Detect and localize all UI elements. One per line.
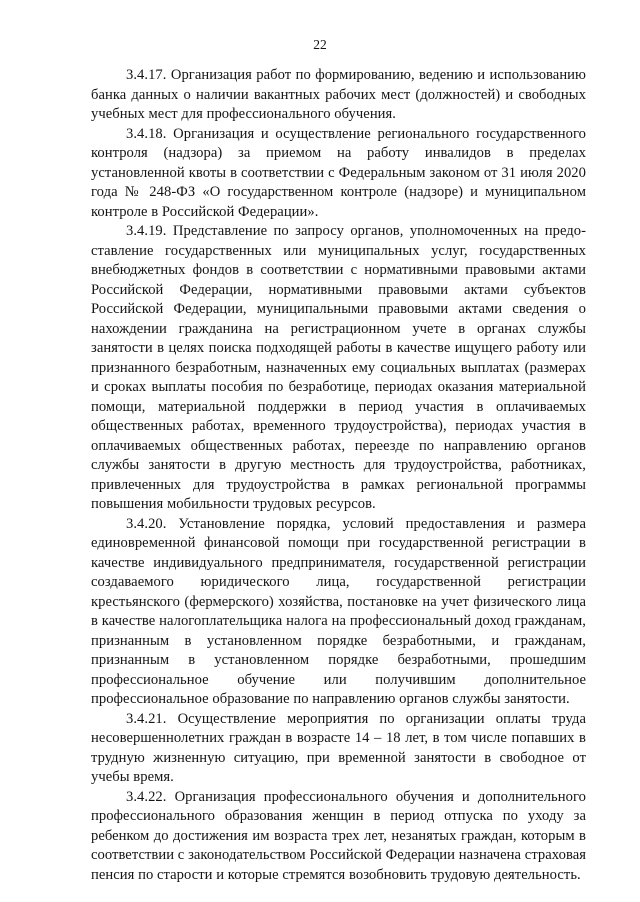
paragraph-3-4-17: 3.4.17. Организация работ по формированию, ведению и использованию банка данных о наличии вакантных рабочих мест (должностей) и свободных учебных мест для профессионального обучения. xyxy=(91,67,586,122)
paragraph-3-4-20: 3.4.20. Установление порядка, условий предоставления и размера единовременной финансовой помощи при государственной регистрации в качестве индивидуального предпринимателя, государственной регистрации создаваемого юридического лица, государственной регистрации крестьянского (фермерского) хозяйства, постановке на учет физического лица в качестве налогоплательщика налога на профессиональный доход гражданам, признанным в установленном порядке безработными, и гражданам, признанным в установленном порядке безработными, прошедшим профессиональное обучение или получившим дополнительное профессиональное образование по направлению органов службы занятости. xyxy=(91,515,586,707)
paragraph-3-4-18: 3.4.18. Организация и осуществление регионального государственного контроля (надзора) за приемом на работу инвалидов в пределах установленной квоты в соответствии с Федеральным законом от 31 июля 2020 года № 248-ФЗ «О государственном контроле (надзоре) и муниципальном контроле в Российской Федерации». xyxy=(91,125,586,220)
paragraph-3-4-22: 3.4.22. Организация профессионального обучения и дополнительного профессионального образования женщин в период отпуска по уходу за ребенком до достижения им возраста трех лет, незанятых граждан, которым в соответствии с законодательством Российской Федерации назначена страховая пенсия по старости и которые стремятся возобновить трудовую деятельность. xyxy=(91,788,586,883)
page-number: 22 xyxy=(313,37,327,52)
paragraph-3-4-21: 3.4.21. Осуществление мероприятия по организации оплаты труда несовершеннолетних граждан в возрасте 14 – 18 лет, в том числе попавших в трудную жизненную ситуацию, при временной занятости в свободное от учебы время. xyxy=(91,710,586,785)
paragraph-3-4-19: 3.4.19. Представление по запросу органов, уполномоченных на предоставление государственных или муниципальных услуг, государственных внебюджетных фондов в соответствии с нормативными правовыми актами Российской Федерации, нормативными правовыми актами субъектов Российской Федерации, муниципальными правовыми актами сведения о нахождении гражданина на регистрационном учете в органах службы занятости в целях поиска подходящей работы в качестве ищущего работу или признанного безработным, назначенных ему социальных выплатах (размерах и сроках выплаты пособия по безработице, периодах оказания материальной помощи, материальной поддержки в период участия в оплачиваемых общественных работах, временного трудоустройства), периодах участия в оплачиваемых общественных работах, переезде по направлению органов службы занятости в другую местность для трудоустройства, работниках, привлеченных для трудоустройства в рамках региональной программы повышения мобильности трудовых ресурсов. xyxy=(91,223,586,512)
document-body xyxy=(91,66,586,885)
